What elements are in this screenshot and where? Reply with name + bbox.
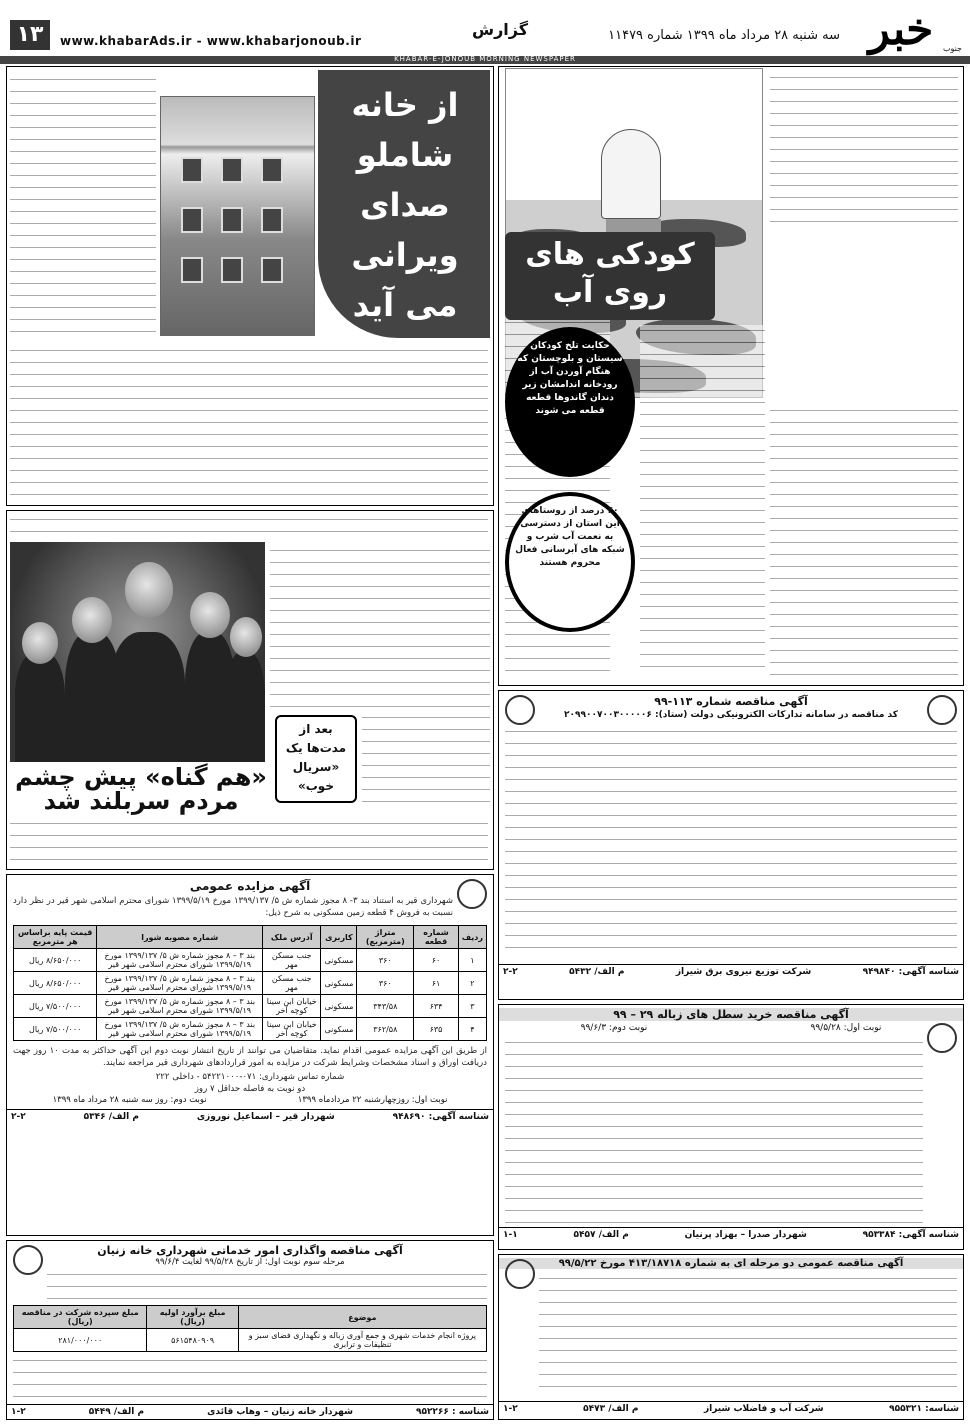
notice3-page: ۲-۲ [11,1112,26,1122]
notice5-table-wrap [13,1305,487,1352]
table-row [14,949,487,972]
page-number: ۱۳ [10,20,50,50]
notice3-cell: ۱ [458,949,486,972]
notice3-cell: بند ۳ – ۸ مجوز شماره ش ۵/ ۱۳۹۹/۱۳۷ مورخ ۱۳۹۹/۵/۱۹ شورای محترم اسلامی شهر قیر [97,995,263,1018]
notice3-cell: بند ۳ – ۸ مجوز شماره ش ۵/ ۱۳۹۹/۱۳۷ مورخ ۱۳۹۹/۵/۱۹ شورای محترم اسلامی شهر قیر [97,1018,263,1041]
khaneh-zenyan-emblem-icon [13,1245,43,1275]
notice3-cell: مسکونی [321,995,357,1018]
notice3-cell: ۷/۵۰۰/۰۰۰ ریال [14,1018,97,1041]
notice2-footer [499,1227,963,1242]
notice2-dates [499,1023,963,1033]
house-photo [160,96,315,336]
notice3-intro: شهرداری قیر به استناد بند ۳- ۸ مجوز شماره ش ۵/ ۱۳۹۹/۱۳۷ مورخ ۱۳۹۹/۵/۱۹ شورای محترم اسلامی شهر قیر در نظر دارد نسبت به فروش ۴ قطعه زمین مسکونی به شرح ذیل: [13,896,453,918]
series-headline: «هم گناه» پیش چشم مردم سربلند شد [15,763,267,815]
notice3-cell: ۶۳۴ [414,995,458,1018]
stripe-text: KHABAR-E-JONOUB MORNING NEWSPAPER [394,55,576,63]
notice1-body [505,726,957,958]
notice1-shenase: شناسه آگهی: ۹۴۹۸۴۰ [862,967,959,977]
children-headline: کودکی های روی آب [525,237,695,310]
notice3-ref: م الف/ ۵۳۴۶ [83,1112,139,1122]
notice3-cell: ۳۶۰ [357,949,414,972]
notice2-shenase: شناسه آگهی: ۹۵۳۳۸۴ [862,1230,959,1240]
notice3-cell: ۶۱ [414,972,458,995]
notice3-cell: ۸/۶۵۰/۰۰۰ ریال [14,949,97,972]
notice3-footer [7,1109,493,1124]
notice3-table-wrap [13,925,487,1041]
notice3-col-header: آدرس ملک [263,926,321,949]
callout1-text: حکایت تلخ کودکان سیستان و بلوچستان که هنگام آوردن آب از رودخانه اندامشان زیر دندان گاندوها قطعه قطعه می شوند [517,341,623,416]
notice3-cell: ۴ [458,1018,486,1041]
table-row [14,972,487,995]
notice3-cell: ۳ [458,995,486,1018]
notice3-cell: ۳۶۰ [357,972,414,995]
notice3-company: شهردار قیر – اسماعیل نوروزی [196,1112,335,1122]
series-text-right [270,545,490,710]
children-text-col-center [640,325,765,675]
notice4-company: شرکت آب و فاضلاب شیراز [703,1404,824,1414]
notice5-company: شهردار خانه زنیان – وهاب قائدی [207,1407,353,1417]
website-links[interactable]: www.khabarAds.ir - www.khabarjonoub.ir [60,34,362,48]
notice4-title: آگهی مناقصه عمومی دو مرحله ای به شماره ۴۱۳/۱۸۷۱۸ مورخ ۹۹/۵/۲۲ [499,1258,963,1269]
notice3-cell: خیابان ابن سینا کوچه آخر [263,995,321,1018]
notice5-col-header: مبلغ برآورد اولیه (ریال) [147,1306,238,1329]
notice2-page: ۱-۱ [503,1230,518,1240]
notice2-body [505,1037,923,1223]
notice3-cell: جنب مسکن مهر [263,972,321,995]
notice3-cell: مسکونی [321,949,357,972]
notice4-page: ۱-۲ [503,1404,518,1414]
qir-emblem-icon [457,879,487,909]
notice3-title: آگهی مزایده عمومی [189,879,311,893]
notice3-cell: مسکونی [321,972,357,995]
notice5-body-bottom [13,1355,487,1401]
notice3-outro: از طریق این آگهی مزایده عمومی اقدام نماید. متقاضیان می توانند از تاریخ انتشار نوبت دوم این آگهی حداکثر به مدت ۱۰ روز جهت دریافت اوراق و اسناد مشخصات وشرایط شرکت در مزایده به امور قراردادهای شهرداری قیر مراجعه نمایند. [13,1046,487,1068]
notice4-footer [499,1401,963,1416]
notice3-col-header: ردیف [458,926,486,949]
table-row [14,1329,487,1352]
notice2-company: شهردار صدرا – بهزاد پرنیان [684,1230,807,1240]
notice3-date1: نوبت اول: روزچهارشنبه ۲۲ مردادماه ۱۳۹۹ [297,1095,448,1105]
notice3-col-header: قیمت پایه براساس هر مترمربع [14,926,97,949]
masthead [0,0,970,62]
children-text-top-right [770,72,958,232]
series-text-mid [362,712,490,812]
notice1-footer [499,964,963,979]
notice3-date2: نوبت دوم: روز سه شنبه ۲۸ مرداد ماه ۱۳۹۹ [52,1095,207,1105]
notice3-dates [7,1095,493,1105]
notice3-col-header: شماره قطعه [414,926,458,949]
notice3-cell: ۶۳۵ [414,1018,458,1041]
notice-tender-113 [498,690,964,1000]
water-company-emblem-icon [505,1259,535,1289]
notice3-cell: ۲ [458,972,486,995]
notice5-col-header: مبلغ سپرده شرکت در مناقصه (ریال) [14,1306,147,1329]
notice3-cell: ۸/۶۵۰/۰۰۰ ریال [14,972,97,995]
notice3-cell: ۷/۵۰۰/۰۰۰ ریال [14,995,97,1018]
notice5-col-header: موضوع [238,1306,486,1329]
series-text-bottom [10,818,488,866]
house-text-bottom [10,345,488,501]
notice5-cell: پروژه انجام خدمات شهری و جمع آوری زباله و نگهداری فضای سبز و تنظیفات و ترابری [238,1329,486,1352]
notice5-body-top [47,1269,487,1303]
table-row [14,1018,487,1041]
house-headline: از خانه شاملو صدای ویرانی می آید [351,86,459,324]
callout2-text: ۴۰ درصد از روستاهای این استان از دسترسی به نعمت آب شرب و شبکه های آبرسانی فعال محروم هستند [515,506,625,568]
notice3-cell: ۳۶۲/۵۸ [357,1018,414,1041]
notice-khaneh-zenyan [6,1240,494,1420]
notice4-body [539,1273,957,1397]
notice4-shenase: شناسه: ۹۵۵۳۲۱ [889,1404,959,1414]
notice-shiraz-water [498,1254,964,1420]
notice4-ref: م الف/ ۵۴۷۳ [583,1404,639,1414]
notice5-title: آگهی مناقصه واگذاری امور خدماتی شهرداری خانه زنیان [97,1244,403,1257]
series-badge: بعد از مدت‌ها یک «سریال خوب» [285,722,347,793]
series-cast-photo [10,542,265,762]
notice3-cell: خیابان ابن سینا کوچه آخر [263,1018,321,1041]
notice3-col-header: شماره مصوبه شورا [97,926,263,949]
notice3-cell: مسکونی [321,1018,357,1041]
notice2-ref: م الف/ ۵۴۵۷ [573,1230,629,1240]
notice5-shenase: شناسه : ۹۵۲۲۶۶ [415,1407,489,1417]
notice-auction-qir [6,874,494,1236]
notice3-interval: دو نوبت به فاصله حداقل ۷ روز [194,1084,306,1094]
notice-trash-bins [498,1004,964,1250]
newspaper-logo: خبر [868,4,934,55]
tavanir-emblem-icon [505,695,535,725]
notice3-table [13,925,487,1041]
notice3-shenase: شناسه آگهی: ۹۴۸۶۹۰ [392,1112,489,1122]
notice2-title: آگهی مناقصه خرید سطل های زباله ۲۹ – ۹۹ [499,1008,963,1021]
notice1-ref: م الف/ ۵۴۳۲ [569,967,625,977]
notice5-subtitle: مرحله سوم نوبت اول: از تاریخ ۹۹/۵/۲۸ لغایت ۹۹/۶/۴ [155,1257,345,1267]
notice1-title: آگهی مناقصه شماره ۱۱۳-۹۹ [654,695,808,708]
notice5-page: ۱-۲ [11,1407,26,1417]
notice2-date1: نوبت اول: ۹۹/۵/۲۸ [810,1023,882,1033]
notice1-subtitle: کد مناقصه در سامانه تدارکات الکترونیکی دولت (ستاد): ۲۰۹۹۰۰۷۰۰۳۰۰۰۰۰۶ [564,710,898,720]
notice5-ref: م الف/ ۵۴۴۹ [88,1407,145,1417]
logo-subtitle: جنوب [942,44,962,53]
notice3-cell: جنب مسکن مهر [263,949,321,972]
notice5-cell: ۵۶۱۵۴۸۰۹۰۹ [147,1329,238,1352]
table-row [14,995,487,1018]
series-text-top [10,514,488,539]
children-text-bottom-right [770,405,958,675]
notice5-cell: ۲۸۱/۰۰۰/۰۰۰ [14,1329,147,1352]
notice3-col-header: کاربری [321,926,357,949]
notice3-cell: بند ۳ – ۸ مجوز شماره ش ۵/ ۱۳۹۹/۱۳۷ مورخ ۱۳۹۹/۵/۱۹ شورای محترم اسلامی شهر قیر [97,949,263,972]
section-title: گزارش [471,20,529,39]
notice3-cell: بند ۳ – ۸ مجوز شماره ش ۵/ ۱۳۹۹/۱۳۷ مورخ ۱۳۹۹/۵/۱۹ شورای محترم اسلامی شهر قیر [97,972,263,995]
notice1-page: ۲-۲ [503,967,518,977]
notice2-date2: نوبت دوم: ۹۹/۶/۳ [580,1023,648,1033]
notice3-phone: شماره تماس شهرداری: ۰۷۱-۵۴۲۲۱۰۰۰ - داخلی ۲۲۲ [155,1072,345,1082]
company-emblem-icon [927,695,957,725]
notice3-cell: ۶۰ [414,949,458,972]
issue-line: سه شنبه ۲۸ مرداد ماه ۱۳۹۹ شماره ۱۱۴۷۹ [608,28,840,43]
municipality-emblem-icon [927,1023,957,1053]
notice3-cell: ۳۴۳/۵۸ [357,995,414,1018]
notice5-footer [7,1404,493,1419]
notice5-table [13,1305,487,1352]
notice1-company: شرکت توزیع نیروی برق شیراز [675,967,812,977]
notice3-col-header: متراژ (مترمربع) [357,926,414,949]
house-text-left [10,74,156,339]
